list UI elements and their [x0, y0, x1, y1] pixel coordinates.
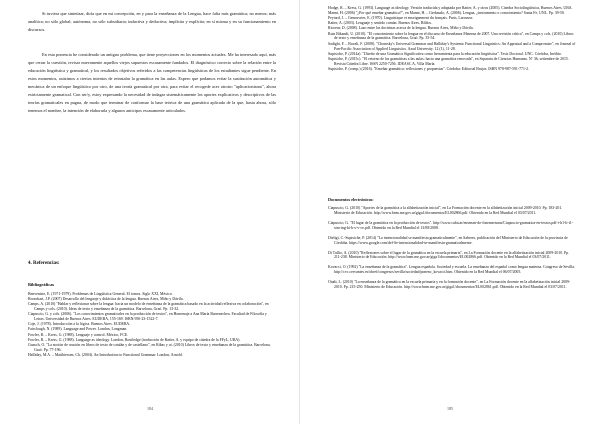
reference-item: Fowler, R. – Kress, G. (1988). Language as ideology. London, Routledge (traducción de Raiter, A. y equipo de cátedra de la FFyL, UBA).: [28, 337, 241, 342]
electronic-reference-list: [328, 206, 576, 295]
page-number: 185: [447, 406, 453, 411]
electronic-reference-item[interactable]: Dieligi, C.-Supisiche, P. (2014) "La intencionalidad se manifiesta gramaticalmente", en Saberes, publicación del Ministerio de Educación de la provincia de Córdoba. https://www.google.com/del-Se-intencionalidad-se-manifiesta-gramaticalmente.: [328, 235, 568, 245]
electronic-reference-item[interactable]: Di Tullio, A. (2010) "Reflexiones sobre el lugar de la gramática en la escuela primaria", en La Formación docente en la alfabetización inicial 2009-2010. Pp. 211-238. Ministerio de Educación. http://www.bnm.me.gov.ar/giga1/documentos/EL002866.pdf. Obtenido en la Red Mundial el 03/07/2011.: [328, 250, 570, 260]
electronic-reference-item[interactable]: Otañi, L. (2010) "La enseñanza de la gramática en la escuela primaria y en la formación docente", en La Formación docente en la alfabetización inicial 2009-2010. Pp. 215-250. Ministerio de Educación. http://www.bnm.me.gov.ar/giga1/documentos/EL002861.pdf. Obtenido en la Red Mundial el 03/07/2011.: [328, 280, 571, 290]
reference-item: Camps, A. (2010) "Hablar y reflexionar sobre la lengua: hacia un modelo de enseñanza de la gramática basado en la actividad reflexiva en colaboración", en Camps y cols. (2010). Ideas de texto y enseñanza de la gramática. Barcelona, Graó. Pp. 13-32.: [28, 302, 269, 312]
electronic-docs-heading: Documentos electrónicos:: [328, 197, 374, 202]
section-heading: 4. Referencias:: [28, 261, 60, 266]
reference-item: Fairclough, N. (1989). Language and Power. London, Longman.: [28, 327, 128, 332]
reference-item: Fowler, R. – Kress, G. (1988). Lenguaje y control. México, FCE.: [28, 332, 129, 337]
bibliography-heading: Bibliográficas: [28, 282, 55, 287]
electronic-reference-item[interactable]: Ciapuscio, G. (2010) "Aportes de la gramática a la alfabetización inicial", en La Formación docente en la alfabetización inicial 2009-2010. Pp. 183-201. Ministerio de Educación. http://www.bnm.me.gov.ar/giga1/documentos/EL002866.pdf. Obtenido en la Red Mundial el 03/07/2011.: [328, 206, 563, 215]
electronic-reference-item[interactable]: Ciapuscio, G. "El lugar de la gramática en la producción de textos". http://www.cuba.ar/ensenan-do-fonrmerturas/Ciapuscio-gramatica-en-textos.pdf-i-h1-li-t1-sim-ing-ki-k-s-v-ce.pdf. Obtenido en la Red Mundial el 13/08/2008.: [328, 220, 573, 230]
reference-item: Raiter, A. (2003). Lenguaje y sentido común. Buenos Aires, Biblos.: [328, 21, 432, 26]
paragraph-text: Si tuviera que sintetizar, diría que en mi concepción, en y para la enseñanza de la Lengua, hace falta más gramática; no menos; más analítica; no sólo global; autónoma, no sólo subsidiaria; inductiva y deductiva; implícita y explícita; en sí misma y en su funcionamiento en discursos.: [28, 11, 276, 33]
reference-item: Ricoeur, D. (2008). Lazo entre las doctrinas acerca de la lengua. Buenos Aires, Miño y Dávila.: [328, 26, 474, 31]
reference-list: [328, 6, 576, 72]
electronic-reference-item[interactable]: Kovacci, O. (1992) "La enseñanza de la gramática". Lengua española. Sociedad y escuela. La enseñanza del español como lengua materna. Congreso de Sevilla. http://cvc.cervantes.es/obref/congresos/sevilla/sociedad/ponenc_kovacci.htm. Obtenido en la Red Mundial el 06/07/2005.: [328, 265, 576, 275]
reference-item: Hodge, R. – Kress, G. (1993). Language as ideology. Versión traducida y adaptada por Raiter, A. y otros (2005). Cátedra Sociolingüística, Buenos Aires, UBA.: [328, 6, 573, 10]
reference-list: [28, 292, 276, 358]
intro-paragraph-2: [28, 51, 276, 115]
reference-item: Bronckart, J.P. (2007) Desarrollo del lenguaje y didáctica de la lengua. Buenos Aires, Miño y Dávila.: [28, 297, 184, 302]
reference-item: Supisiche, P. (comp.) (2016). "Enseñar gramática: reflexiones y propuestas". Córdoba: Editorial Brujas. ISBN 978-987-591-771-2.: [328, 66, 530, 71]
paragraph-text: En esta ponencia he considerado un antiguo problema, que tiene proyecciones en los momentos actuales. Me ha interesado aquí, más que cerrar la cuestión, revisar nuevamente aquellos viejos supuestos escasamente fundados. El diagnóstico correcto sobre la relación entre la educación lingüística y gramatical, y los resultados objetivos referidos a las competencias lingüísticas de los estudiantes sigue pendiente. En estos momentos, asistimos a ciertos intentos de reinstalar la gramática en las aulas. Espero que podamos evitar la sustitución automática y mecánica de un enfoque lingüístico por otro, de una teoría gramatical por otra, para evitar el recogede acer otrotro "aplicacionismo", ahora estrictamente gramatical. Con ser/y, estoy expresando la necesidad de indagar sistemáticamente los aportes explicativos y descriptivos de las teorías gramaticales en pugna, de modo que terminar de conformar la base teórica de una gramática aplicada de la que, hasta ahora, sólo tenemos el nombre, la intención de elaborarla y algunos anticipos escasamente articulados.: [28, 52, 276, 114]
reference-item: Peytard, J. – Genouvrier, E. (1970). Linguistique et enseignement du français. Paris, Larousse.: [328, 16, 474, 21]
reference-item: Benveniste, E. (1971-1979). Problemas de Lingüística General. El tomos. Siglo XXI, México.: [28, 292, 173, 296]
reference-item: Manni, H. (2006) "¿Por qué enseñar gramática?", en Manni, H. – Gerbaudo, A. (2006). Lengua, ¿instrumento o conocimiento? Santa Fe, UNL. Pp. 39-50.: [328, 11, 565, 16]
page-number: 184: [147, 406, 153, 411]
reference-item: Guasch, O. "La noción de oración en libros de texto de catalán y de castellano", en Ribas y ot. (2010) Libros de texto y enseñanza de la gramática. Barcelona, Graó. Pp. 77-196.: [28, 342, 271, 352]
right-page: [300, 0, 600, 424]
reference-item: Coje, J. (1978). Introducción a la lógica. Buenos Aires. EUDEBA.: [28, 322, 131, 327]
reference-item: Ciapuscio, G. y cols. (2006). "Los conocimientos gramaticales en la producción de textos", en Homenaje a Ana María Barrenechea. Facultad de Filosofía y Letras. Universidad de Buenos Aires. EUDEBA, 155-169. ISBN:950-23-1522-7.: [28, 312, 267, 322]
reference-item: Sadighi, F. – Bavali, F. (2008). "Chomsky's Universal Grammar and Halliday's Systemic Functional Linguistics: An Appraisal and a Compromise", en Journal of Pan-Pacific Association of Applied Linguistics. Azad University. 12 (1), 11-28.: [328, 41, 576, 51]
reference-item: Ruiz Bikandi, U. (2010). "El conocimiento sobre la lengua en el discurso de Enseñanza Materna de 2007. Una revisión crítica", en Camps y cols. (2010) Libros de texto y enseñanza de la gramática. Barcelona, Graó. Pp. 35-54.: [328, 31, 574, 41]
reference-item: Supisiche, P. (2015c). "El retorno de las gramáticas a las aulas: hacia una gramática renovada", en Separata de Ciencias Humanas. Nº 36, setiembre de 2015. Revista Cátedra Libre. ISSN 2250-7256. IDEASC A, Villa María.: [328, 56, 569, 66]
intro-paragraph-1: [28, 10, 276, 34]
reference-item: Halliday, M.A. – Matthiessen, Ch. (2004). An Introduction to Functional Grammar. London, Arnold.: [28, 352, 183, 357]
reference-item: Supisiche, P. (2014a). "Diseño de una Gramática Significativa como herramienta para la educación lingüística". Tesis Doctoral. UNC. Córdoba, Inédito.: [328, 51, 562, 56]
